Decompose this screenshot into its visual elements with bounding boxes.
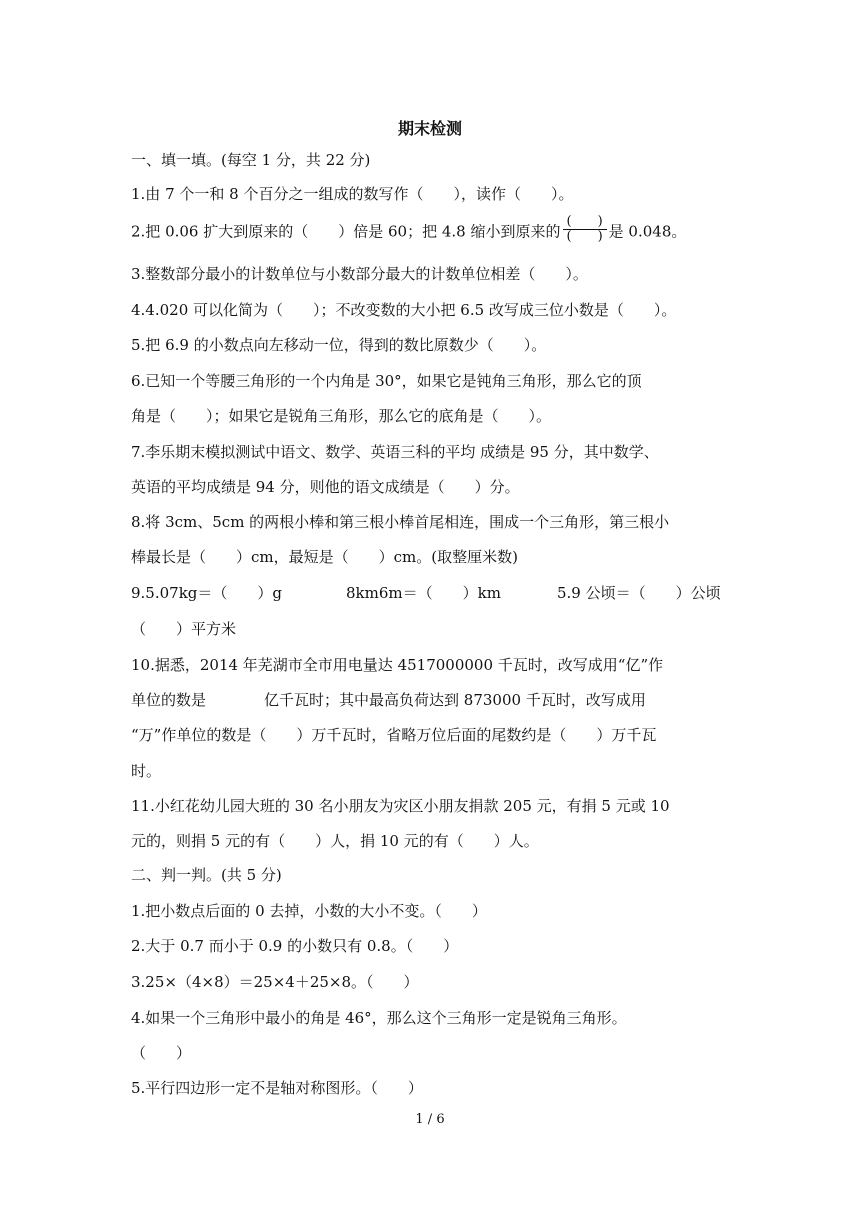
question-1-9-part-b: 8km6m＝（ ）km xyxy=(346,584,501,602)
question-1-10-line2 xyxy=(131,690,731,710)
section2-heading: 二、判一判。(共 5 分) xyxy=(131,866,282,884)
section1-heading: 一、填一填。(每空 1 分，共 22 分) xyxy=(131,151,371,169)
page-title: 期末检测 xyxy=(397,119,462,138)
question-1-9-part-c: 5.9 公顷＝（ ）公顷 xyxy=(556,584,721,602)
question-1-1: 1.由 7 个一和 8 个百分之一组成的数写作（ ），读作（ ）。 xyxy=(131,185,574,203)
question-1-6-line2: 角是（ ）；如果它是锐角三角形，那么它的底角是（ ）。 xyxy=(131,407,552,425)
question-1-10-line1: 10.据悉，2014 年芜湖市全市用电量达 4517000000 千瓦时，改写成用“亿”作 xyxy=(131,656,664,674)
page-number: 1 / 6 xyxy=(415,1112,445,1127)
question-1-7-line2: 英语的平均成绩是 94 分，则他的语文成绩是（ ）分。 xyxy=(131,478,520,496)
question-1-11-line1: 11.小红花幼儿园大班的 30 名小朋友为灾区小朋友捐款 205 元，有捐 5 元或 10 xyxy=(131,797,670,815)
question-2-5: 5.平行四边形一定不是轴对称图形。（ ） xyxy=(131,1079,423,1097)
question-1-8-line2: 棒最长是（ ）cm，最短是（ ）cm。(取整厘米数) xyxy=(131,548,518,566)
question-1-10-line2-a: 单位的数是 xyxy=(131,691,207,709)
fraction-blank xyxy=(563,215,607,244)
question-1-2 xyxy=(131,214,731,244)
question-1-3: 3.整数部分最小的计数单位与小数部分最大的计数单位相差（ ）。 xyxy=(131,265,588,283)
question-1-11-line2: 元的，则捐 5 元的有（ ）人，捐 10 元的有（ ）人。 xyxy=(131,832,539,850)
question-1-5: 5.把 6.9 的小数点向左移动一位，得到的数比原数少（ ）。 xyxy=(131,336,547,354)
question-1-2-text: 2.把 0.06 扩大到原来的（ ）倍是 60；把 4.8 缩小到原来的 xyxy=(131,222,561,241)
question-1-7-line1: 7.李乐期末模拟测试中语文、数学、英语三科的平均 成绩是 95 分，其中数学、 xyxy=(131,443,659,461)
question-2-3: 3.25×（4×8）＝25×4＋25×8。（ ） xyxy=(131,973,419,991)
fraction-numerator: ( ) xyxy=(563,215,607,230)
question-1-4: 4.4.020 可以化简为（ ）；不改变数的大小把 6.5 改写成三位小数是（ ）。 xyxy=(131,301,677,319)
question-2-2: 2.大于 0.7 而小于 0.9 的小数只有 0.8。（ ） xyxy=(131,937,459,955)
question-1-9-line2: （ ）平方米 xyxy=(131,620,237,638)
question-1-10-line4: 时。 xyxy=(131,762,162,780)
question-1-6-line1: 6.已知一个等腰三角形的一个内角是 30°，如果它是钝角三角形，那么它的顶 xyxy=(131,372,642,390)
question-2-4-line1: 4.如果一个三角形中最小的角是 46°，那么这个三角形一定是锐角三角形。 xyxy=(131,1009,627,1027)
question-2-1: 1.把小数点后面的 0 去掉，小数的大小不变。（ ） xyxy=(131,902,487,920)
question-2-4-line2: （ ） xyxy=(131,1044,192,1062)
fraction-denominator: ( ) xyxy=(566,229,603,244)
question-1-10-line3: “万”作单位的数是（ ）万千瓦时，省略万位后面的尾数约是（ ）万千瓦 xyxy=(131,726,657,744)
question-1-2-end: 是 0.048。 xyxy=(608,222,687,241)
question-1-9-part-a: 9.5.07kg＝（ ）g xyxy=(131,584,283,602)
question-1-8-line1: 8.将 3cm、5cm 的两根小棒和第三根小棒首尾相连，围成一个三角形，第三根小 xyxy=(131,513,670,531)
question-1-9-line1 xyxy=(131,583,731,603)
question-1-10-line2-b: 亿千瓦时；其中最高负荷达到 873000 千瓦时，改写成用 xyxy=(264,691,646,709)
